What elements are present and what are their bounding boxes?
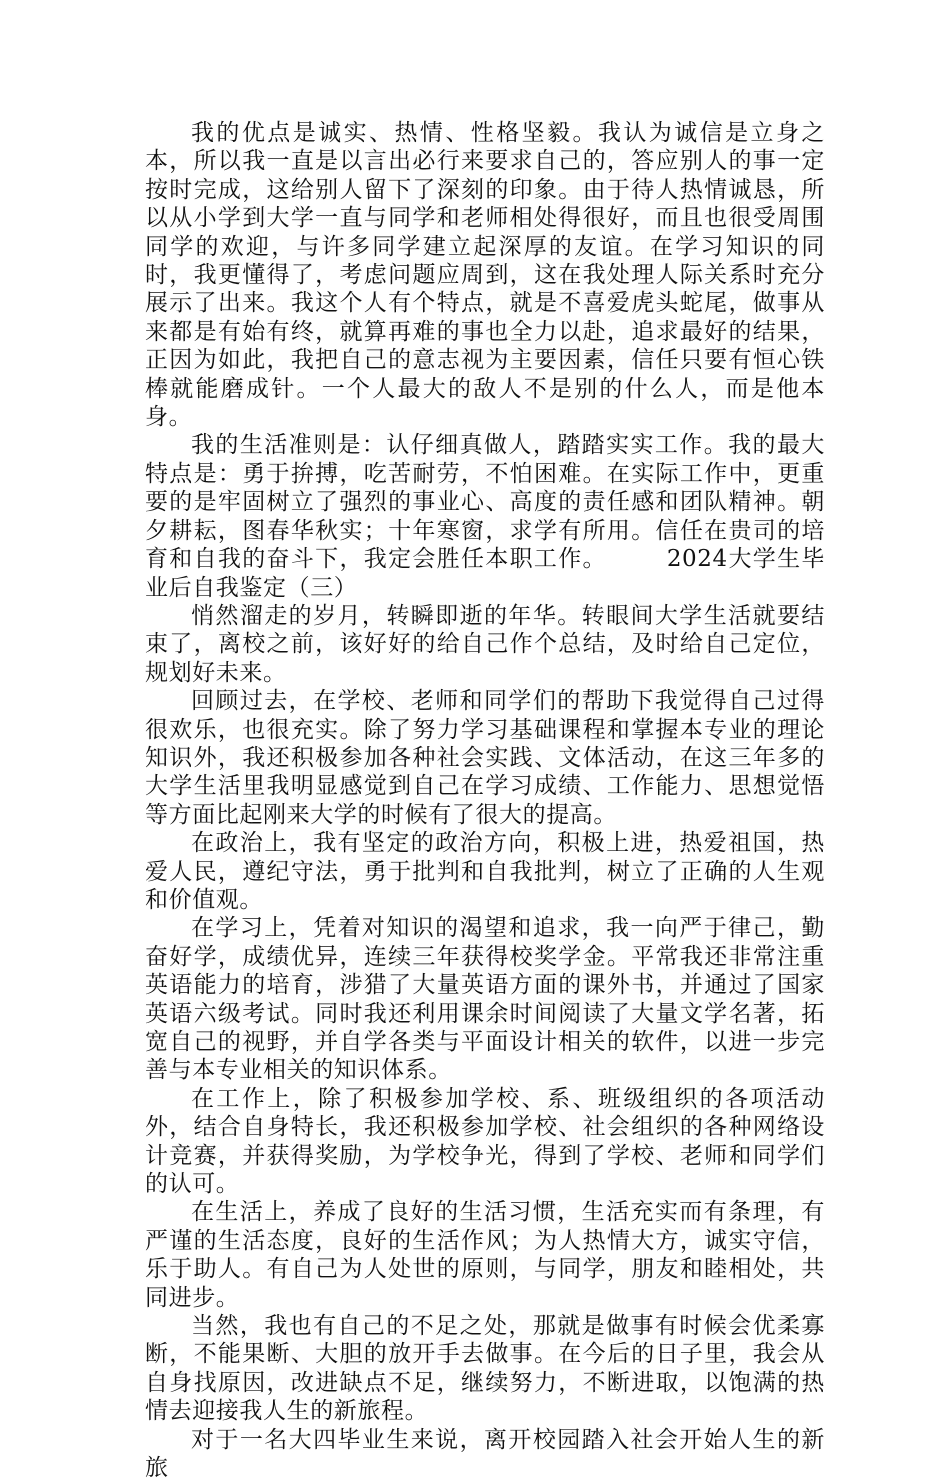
paragraph-intro xyxy=(145,602,825,687)
paragraph-review xyxy=(145,687,825,829)
paragraph-text: 在学习上，凭着对知识的渴望和追求，我一向严于律己，勤奋好学，成绩优异，连续三年获得校奖学金。平常我还非常注重英语能力的培育，涉猎了大量英语方面的课外书，并通过了国家英语六级考试。同时我还利用课余时间阅读了大量文学名著，拓宽自己的视野，并自学各类与平面设计相关的软件，以进一步完善与本专业相关的知识体系。 xyxy=(145,915,825,1084)
paragraph-text: 当然，我也有自己的不足之处，那就是做事有时候会优柔寡断，不能果断、大胆的放开手去做事。在今后的日子里，我会从自身找原因，改进缺点不足，继续努力，不断进取，以饱满的热情去迎接我人生的新旅程。 xyxy=(145,1313,825,1425)
paragraph-work xyxy=(145,1085,825,1199)
paragraph-strengths xyxy=(145,119,825,431)
paragraph-shortcomings xyxy=(145,1312,825,1426)
paragraph-text: 对于一名大四毕业生来说，离开校园踏入社会开始人生的新旅 xyxy=(145,1426,825,1482)
paragraph-life xyxy=(145,1198,825,1312)
paragraph-text: 在政治上，我有坚定的政治方向，积极上进，热爱祖国，热爱人民，遵纪守法，勇于批判和自我批判，树立了正确的人生观和价值观。 xyxy=(145,830,825,913)
paragraph-text: 我的生活准则是：认仔细真做人，踏踏实实工作。我的最大特点是：勇于拚搏，吃苦耐劳，不怕困难。在实际工作中，更重要的是牢固树立了强烈的事业心、高度的责任感和团队精神。朝夕耕耘，图春华秋实；十年寒窗，求学有所用。信任在贵司的培育和自我的奋斗下，我定会胜任本职工作。 xyxy=(145,432,825,573)
paragraph-text: 在生活上，养成了良好的生活习惯，生活充实而有条理，有严谨的生活态度，良好的生活作风；为人热情大方，诚实守信，乐于助人。有自己为人处世的原则，与同学，朋友和睦相处，共同进步。 xyxy=(145,1199,825,1311)
paragraph-text: 悄然溜走的岁月，转瞬即逝的年华。转眼间大学生活就要结束了，离校之前，该好好的给自己作个总结，及时给自己定位，规划好未来。 xyxy=(145,602,825,686)
paragraph-politics xyxy=(145,829,825,914)
paragraph-text: 在工作上，除了积极参加学校、系、班级组织的各项活动外，结合自身特长，我还积极参加学校、社会组织的各种网络设计竞赛，并获得奖励，为学校争光，得到了学校、老师和同学们的认可。 xyxy=(145,1085,825,1198)
paragraph-closing xyxy=(145,1426,825,1483)
paragraph-text: 回顾过去，在学校、老师和同学们的帮助下我觉得自己过得很欢乐，也很充实。除了努力学习基础课程和掌握本专业的理论知识外，我还积极参加各种社会实践、文体活动，在这三年多的大学生活里我明显感觉到自己在学习成绩、工作能力、思想觉悟等方面比起刚来大学的时候有了很大的提高。 xyxy=(145,688,825,828)
section-heading: 2024大学生毕业后自我鉴定（三） xyxy=(145,546,825,601)
paragraph-study xyxy=(145,914,825,1084)
paragraph-text: 我的优点是诚实、热情、性格坚毅。我认为诚信是立身之本，所以我一直是以言出必行来要求自己的，答应别人的事一定按时完成，这给别人留下了深刻的印象。由于待人热情诚恳，所以从小学到大学一直与同学和老师相处得很好，而且也很受周围同学的欢迎，与许多同学建立起深厚的友谊。在学习知识的同时，我更懂得了，考虑问题应周到，这在我处理人际关系时充分展示了出来。我这个人有个特点，就是不喜爱虎头蛇尾，做事从来都是有始有终，就算再难的事也全力以赴，追求最好的结果，正因为如此，我把自己的意志视为主要因素，信任只要有恒心铁棒就能磨成针。一个人最大的敌人不是别的什么人，而是他本身。 xyxy=(145,120,825,431)
paragraph-life-principles xyxy=(145,431,825,601)
document-body xyxy=(145,119,825,1483)
